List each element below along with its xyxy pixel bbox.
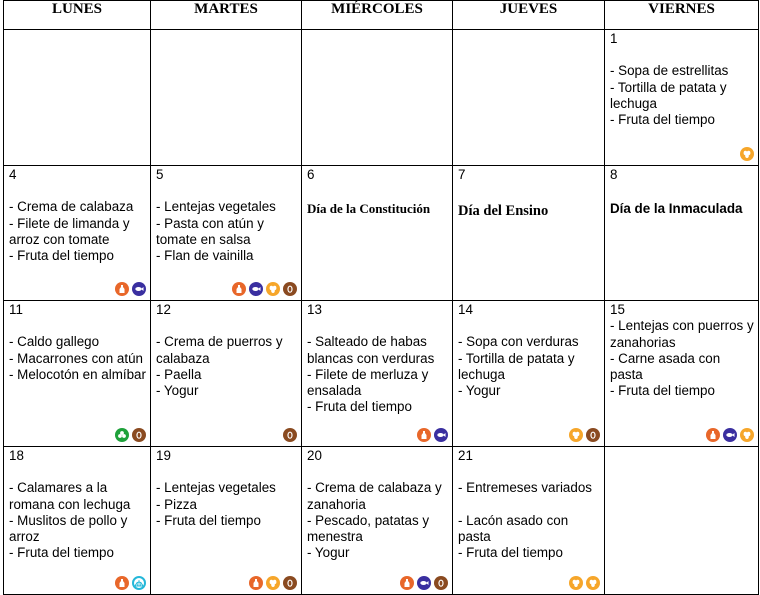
menu-dish: - Yogur bbox=[307, 545, 350, 561]
day-content bbox=[302, 447, 452, 562]
day-cell-monday bbox=[4, 447, 151, 595]
menu-dish: - Yogur bbox=[156, 383, 199, 399]
allergen-icons bbox=[115, 428, 146, 442]
allergen-icons bbox=[417, 428, 448, 442]
week-row bbox=[4, 30, 759, 166]
allergen-icons bbox=[283, 428, 297, 442]
day-number: 8 bbox=[610, 167, 618, 182]
menu-dish: - Fruta del tiempo bbox=[9, 248, 114, 264]
week-row bbox=[4, 166, 759, 301]
egg-icon bbox=[569, 576, 583, 590]
day-content bbox=[151, 447, 301, 529]
allergen-icons bbox=[569, 428, 600, 442]
day-content bbox=[302, 30, 452, 31]
day-content bbox=[453, 30, 604, 31]
day-content bbox=[302, 166, 452, 218]
day-content bbox=[4, 166, 150, 264]
menu-dish: - Fruta del tiempo bbox=[610, 112, 715, 128]
day-cell-tuesday bbox=[151, 447, 302, 595]
day-content bbox=[151, 30, 301, 31]
menu-dish: - Carne asada con pasta bbox=[610, 350, 721, 383]
menu-dish: - Sopa con verduras bbox=[458, 334, 579, 350]
day-number: 15 bbox=[610, 302, 625, 317]
menu-dish: - Fruta del tiempo bbox=[9, 545, 114, 561]
menu-dish: - Lentejas vegetales bbox=[156, 480, 276, 496]
day-content bbox=[302, 301, 452, 416]
milk-icon bbox=[115, 576, 129, 590]
day-cell-thursday bbox=[453, 30, 605, 166]
menu-dish: - Muslitos de pollo y arroz bbox=[9, 512, 128, 545]
egg-icon bbox=[740, 147, 754, 161]
menu-dish: - Yogur bbox=[458, 383, 501, 399]
day-cell-monday bbox=[4, 301, 151, 447]
menu-dish: - Fruta del tiempo bbox=[156, 512, 261, 528]
menu-dish bbox=[458, 497, 601, 513]
day-number: 11 bbox=[9, 302, 23, 317]
day-cell-thursday bbox=[453, 301, 605, 447]
allergen-icons bbox=[249, 576, 297, 590]
nuts-icon bbox=[586, 428, 600, 442]
egg-icon bbox=[266, 576, 280, 590]
fish-icon bbox=[249, 282, 263, 296]
day-cell-friday bbox=[605, 30, 759, 166]
day-content bbox=[453, 166, 604, 220]
menu-dish: - Pasta con atún y tomate en salsa bbox=[156, 215, 264, 247]
nuts-icon bbox=[283, 282, 297, 296]
menu-dish: - Tortilla de patata y lechuga bbox=[610, 79, 727, 111]
day-cell-monday bbox=[4, 30, 151, 166]
day-cell-tuesday bbox=[151, 30, 302, 166]
day-cell-friday bbox=[605, 301, 759, 447]
day-number: 7 bbox=[458, 167, 466, 182]
egg-icon bbox=[586, 576, 600, 590]
menu-dish: - Caldo gallego bbox=[9, 334, 100, 350]
day-number: 1 bbox=[610, 31, 618, 46]
week-row bbox=[4, 301, 759, 447]
allergen-icons bbox=[740, 147, 754, 161]
day-content bbox=[151, 301, 301, 399]
day-cell-thursday bbox=[453, 166, 605, 301]
egg-icon bbox=[740, 428, 754, 442]
menu-dish: - Crema de puerros y calabaza bbox=[156, 334, 283, 366]
day-cell-tuesday bbox=[151, 166, 302, 301]
day-cell-wednesday bbox=[302, 166, 453, 301]
milk-icon bbox=[232, 282, 246, 296]
menu-dish: - Fruta del tiempo bbox=[458, 545, 563, 561]
day-content bbox=[605, 447, 758, 448]
day-content bbox=[453, 447, 604, 561]
fish-icon bbox=[417, 576, 431, 590]
menu-dish: - Salteado de habas blancas con verduras bbox=[307, 334, 435, 366]
celery-icon bbox=[115, 428, 129, 442]
holiday-label: Día de la Inmaculada bbox=[610, 201, 743, 217]
day-number: 13 bbox=[307, 302, 322, 317]
day-content bbox=[605, 30, 758, 128]
day-number: 21 bbox=[458, 448, 473, 463]
milk-icon bbox=[400, 576, 414, 590]
day-cell-wednesday bbox=[302, 447, 453, 595]
header-friday: VIERNES bbox=[605, 1, 759, 30]
nuts-icon bbox=[283, 576, 297, 590]
day-content bbox=[453, 301, 604, 399]
day-content bbox=[4, 301, 150, 383]
nuts-icon bbox=[434, 576, 448, 590]
day-number: 12 bbox=[156, 302, 171, 317]
mollusc-icon bbox=[132, 576, 146, 590]
day-content bbox=[605, 166, 758, 218]
day-cell-monday bbox=[4, 166, 151, 301]
day-cell-tuesday bbox=[151, 301, 302, 447]
week-row bbox=[4, 447, 759, 595]
menu-dish: - Paella bbox=[156, 366, 202, 382]
menu-dish: - Flan de vainilla bbox=[156, 248, 254, 264]
day-cell-wednesday bbox=[302, 301, 453, 447]
menu-dish: - Filete de merluza y ensalada bbox=[307, 366, 429, 399]
milk-icon bbox=[706, 428, 720, 442]
menu-dish: - Tortilla de patata y lechuga bbox=[458, 350, 575, 382]
menu-dish: - Fruta del tiempo bbox=[610, 383, 715, 399]
menu-dish: - Calamares a la romana con lechuga bbox=[9, 480, 131, 512]
day-number: 14 bbox=[458, 302, 473, 317]
milk-icon bbox=[115, 282, 129, 296]
allergen-icons bbox=[115, 576, 146, 590]
day-cell-wednesday bbox=[302, 30, 453, 166]
nuts-icon bbox=[132, 428, 146, 442]
day-number: 5 bbox=[156, 167, 164, 182]
fish-icon bbox=[723, 428, 737, 442]
milk-icon bbox=[417, 428, 431, 442]
allergen-icons bbox=[400, 576, 448, 590]
day-content bbox=[151, 166, 301, 264]
fish-icon bbox=[132, 282, 146, 296]
header-wednesday: MIÉRCOLES bbox=[302, 1, 453, 30]
day-cell-friday bbox=[605, 166, 759, 301]
weekday-header-row bbox=[4, 1, 759, 30]
menu-dish: - Lentejas con puerros y zanahorias bbox=[610, 318, 754, 350]
milk-icon bbox=[249, 576, 263, 590]
egg-icon bbox=[266, 282, 280, 296]
menu-dish: - Fruta del tiempo bbox=[307, 399, 412, 415]
day-number: 18 bbox=[9, 448, 24, 463]
day-number: 20 bbox=[307, 448, 322, 463]
header-thursday: JUEVES bbox=[453, 1, 605, 30]
holiday-label: Día de la Constitución bbox=[307, 201, 431, 217]
holiday-label: Día del Ensino bbox=[458, 203, 549, 220]
menu-dish: - Crema de calabaza bbox=[9, 199, 134, 215]
menu-dish: - Lacón asado con pasta bbox=[458, 512, 569, 544]
header-tuesday: MARTES bbox=[151, 1, 302, 30]
menu-dish: - Sopa de estrellitas bbox=[610, 63, 729, 79]
day-content bbox=[605, 301, 758, 400]
day-content bbox=[4, 447, 150, 562]
egg-icon bbox=[569, 428, 583, 442]
menu-dish: - Crema de calabaza y zanahoria bbox=[307, 480, 442, 512]
day-content bbox=[4, 30, 150, 31]
allergen-icons bbox=[232, 282, 297, 296]
day-cell-friday bbox=[605, 447, 759, 595]
header-monday: LUNES bbox=[4, 1, 151, 30]
allergen-icons bbox=[115, 282, 146, 296]
nuts-icon bbox=[283, 428, 297, 442]
menu-dish: - Melocotón en almíbar bbox=[9, 366, 146, 382]
day-cell-thursday bbox=[453, 447, 605, 595]
day-number: 6 bbox=[307, 167, 315, 182]
allergen-icons bbox=[706, 428, 754, 442]
fish-icon bbox=[434, 428, 448, 442]
day-number: 19 bbox=[156, 448, 171, 463]
menu-dish: - Macarrones con atún bbox=[9, 350, 143, 366]
day-number: 4 bbox=[9, 167, 17, 182]
menu-dish: - Lentejas vegetales bbox=[156, 199, 276, 215]
school-menu-calendar bbox=[3, 0, 759, 595]
menu-dish: - Pizza bbox=[156, 496, 197, 512]
allergen-icons bbox=[569, 576, 600, 590]
menu-dish: - Filete de limanda y arroz con tomate bbox=[9, 215, 130, 247]
menu-dish: - Entremeses variados bbox=[458, 480, 592, 496]
menu-dish: - Pescado, patatas y menestra bbox=[307, 512, 430, 545]
